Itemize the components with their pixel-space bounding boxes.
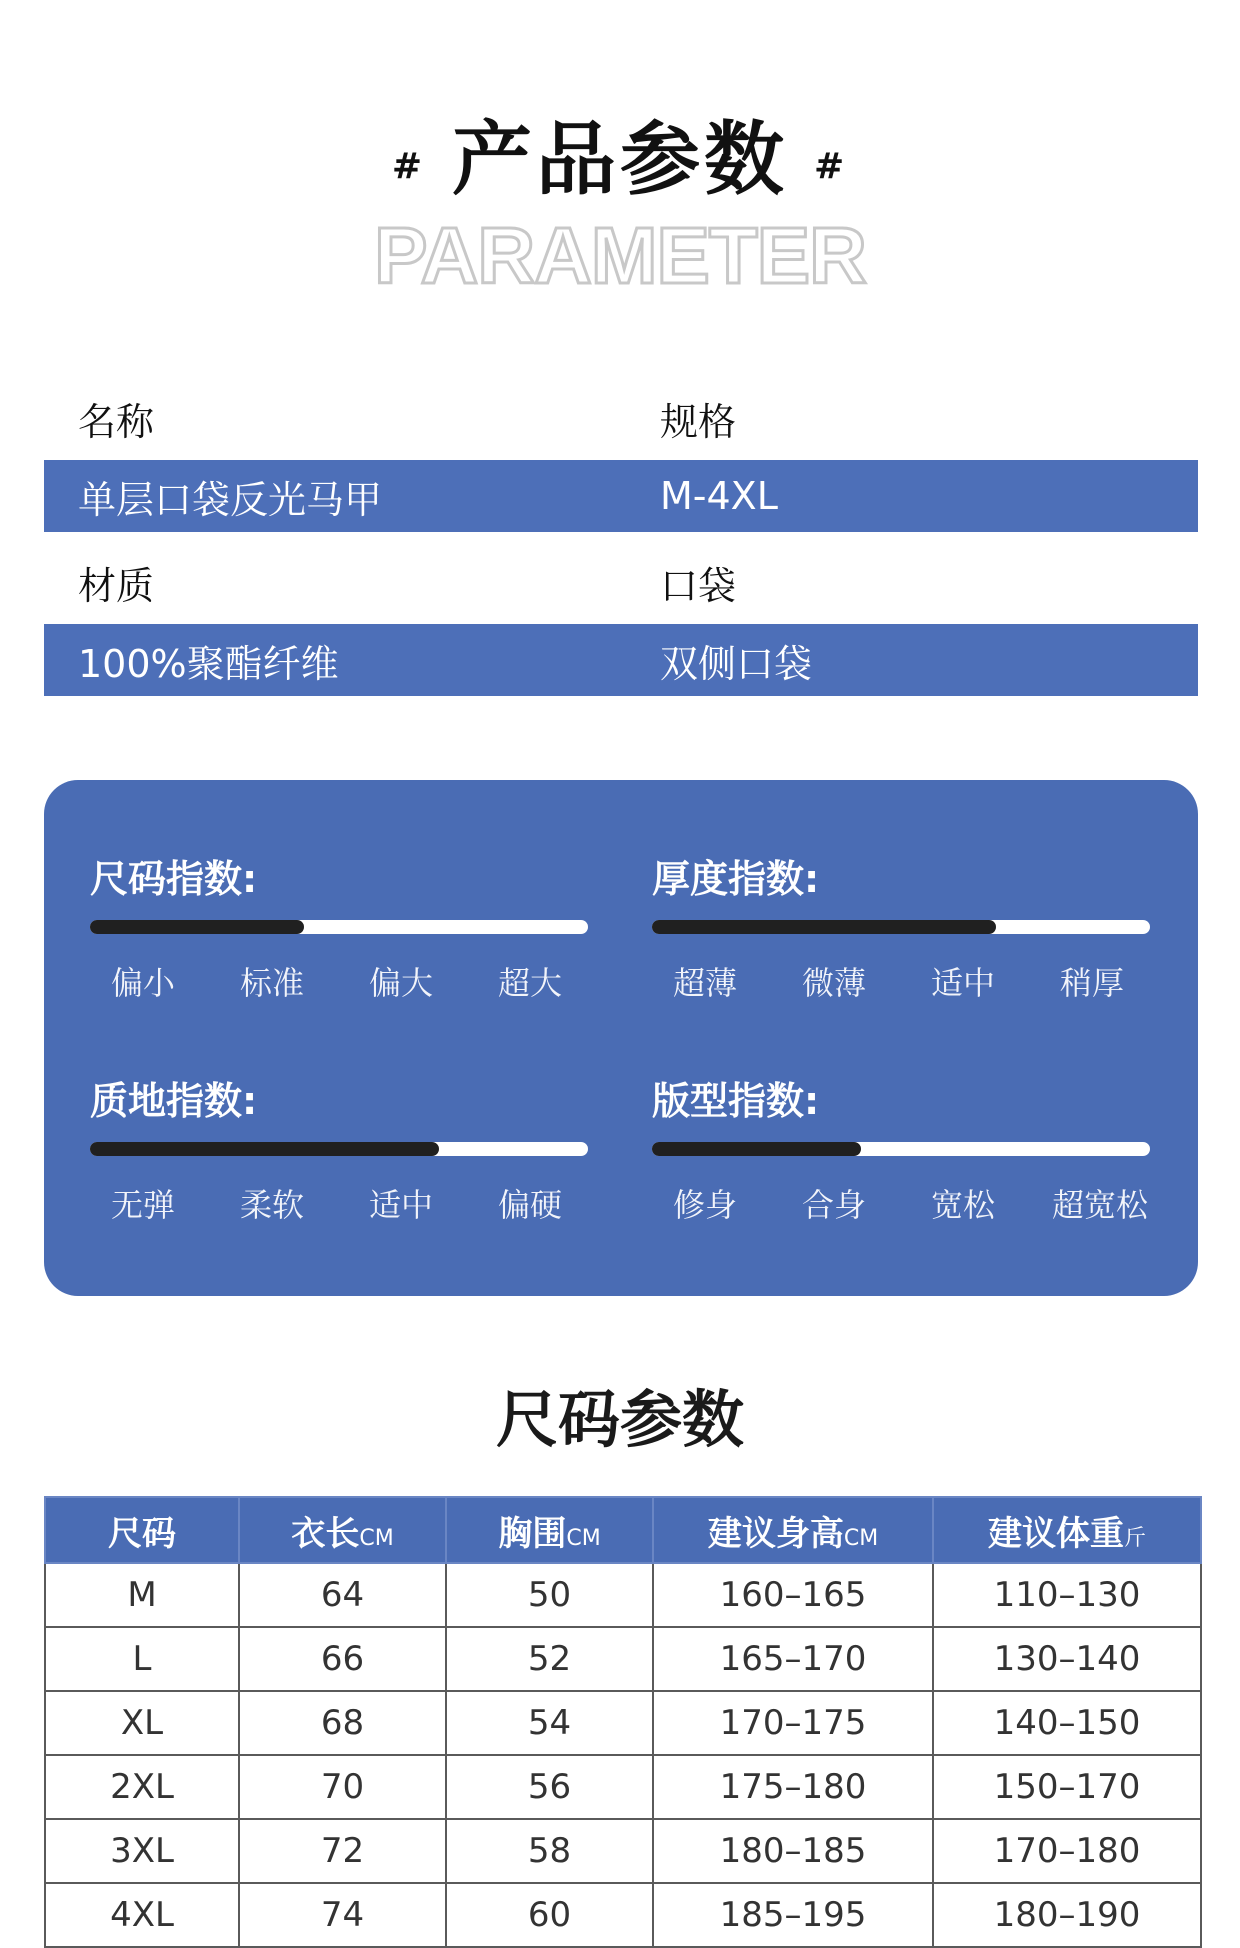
size-index-options: [90, 958, 590, 1002]
table-row: [45, 1691, 1201, 1755]
page-title-wrap: [392, 95, 848, 210]
table-row: [45, 1883, 1201, 1947]
fit-option: 修身: [672, 1186, 738, 1224]
thickness-option: 微薄: [801, 964, 867, 1002]
thickness-index-options: [652, 958, 1152, 1002]
page-header: [0, 95, 1240, 300]
texture-index-options: [90, 1180, 590, 1224]
cell-length: 72: [239, 1819, 446, 1883]
fit-index-track: [652, 1142, 1150, 1156]
cell-chest: 50: [446, 1563, 653, 1627]
info-row-values-2: [44, 624, 1198, 696]
cell-length: 70: [239, 1755, 446, 1819]
size-table-header: [45, 1497, 1201, 1563]
fit-option: 合身: [801, 1186, 867, 1224]
header-chest: 胸围CM: [446, 1497, 653, 1563]
size-index-fill: [90, 920, 304, 934]
size-index-track: [90, 920, 588, 934]
cell-size: 2XL: [45, 1755, 239, 1819]
cell-height: 180–185: [653, 1819, 933, 1883]
texture-option: 偏硬: [497, 1186, 563, 1224]
size-option: 标准: [239, 964, 305, 1002]
page-subtitle: PARAMETER: [374, 211, 866, 300]
cell-weight: 150–170: [933, 1755, 1201, 1819]
table-row: [45, 1563, 1201, 1627]
cell-size: XL: [45, 1691, 239, 1755]
label-name: 名称: [78, 399, 155, 444]
label-material: 材质: [78, 563, 155, 608]
hash-left: #: [391, 146, 426, 187]
fit-index-options: [652, 1180, 1152, 1224]
thickness-option: 超薄: [672, 964, 738, 1002]
cell-weight: 180–190: [933, 1883, 1201, 1947]
cell-chest: 58: [446, 1819, 653, 1883]
table-row: [45, 1819, 1201, 1883]
size-option: 偏小: [110, 964, 176, 1002]
size-index-label: 尺码指数:: [90, 857, 258, 901]
cell-length: 68: [239, 1691, 446, 1755]
header-weight: 建议体重斤: [933, 1497, 1201, 1563]
cell-size: 3XL: [45, 1819, 239, 1883]
cell-weight: 170–180: [933, 1819, 1201, 1883]
texture-index-track: [90, 1142, 588, 1156]
cell-chest: 60: [446, 1883, 653, 1947]
fit-option: 宽松: [930, 1186, 996, 1224]
size-option: 偏大: [368, 964, 434, 1002]
cell-weight: 140–150: [933, 1691, 1201, 1755]
size-table: [44, 1496, 1202, 1948]
cell-height: 160–165: [653, 1563, 933, 1627]
cell-size: L: [45, 1627, 239, 1691]
thickness-index-fill: [652, 920, 996, 934]
fit-index-label: 版型指数:: [652, 1079, 820, 1123]
value-pocket: 双侧口袋: [660, 641, 813, 686]
header-length: 衣长CM: [239, 1497, 446, 1563]
cell-height: 170–175: [653, 1691, 933, 1755]
thickness-index-label: 厚度指数:: [652, 857, 820, 901]
cell-height: 175–180: [653, 1755, 933, 1819]
thickness-index-track: [652, 920, 1150, 934]
value-name: 单层口袋反光马甲: [78, 477, 383, 522]
cell-chest: 56: [446, 1755, 653, 1819]
cell-chest: 54: [446, 1691, 653, 1755]
info-row-header-2: [44, 546, 1198, 618]
cell-length: 64: [239, 1563, 446, 1627]
size-section-title: 尺码参数: [495, 1383, 744, 1456]
texture-index-label: 质地指数:: [90, 1079, 258, 1123]
texture-index-fill: [90, 1142, 439, 1156]
texture-option: 柔软: [239, 1186, 305, 1224]
cell-size: M: [45, 1563, 239, 1627]
thickness-option: 适中: [930, 964, 996, 1002]
hash-right: #: [814, 146, 849, 187]
cell-length: 74: [239, 1883, 446, 1947]
thickness-option: 稍厚: [1059, 964, 1125, 1002]
index-panel: [44, 780, 1198, 1296]
header-size: 尺码: [45, 1497, 239, 1563]
cell-height: 165–170: [653, 1627, 933, 1691]
fit-option: 超宽松: [1051, 1186, 1149, 1224]
cell-weight: 130–140: [933, 1627, 1201, 1691]
texture-option: 适中: [368, 1186, 434, 1224]
info-row-header-1: [44, 382, 1198, 454]
page-title: 产品参数: [452, 113, 788, 206]
table-row: [45, 1755, 1201, 1819]
info-row-values-1: [44, 460, 1198, 532]
header-height: 建议身高CM: [653, 1497, 933, 1563]
label-spec: 规格: [660, 399, 737, 444]
label-pocket: 口袋: [660, 563, 737, 608]
table-row: [45, 1627, 1201, 1691]
texture-option: 无弹: [110, 1186, 176, 1224]
size-option: 超大: [497, 964, 563, 1002]
cell-length: 66: [239, 1627, 446, 1691]
value-material: 100%聚酯纤维: [78, 641, 339, 686]
fit-index-fill: [652, 1142, 861, 1156]
value-spec: M-4XL: [660, 474, 778, 518]
cell-chest: 52: [446, 1627, 653, 1691]
cell-weight: 110–130: [933, 1563, 1201, 1627]
cell-height: 185–195: [653, 1883, 933, 1947]
cell-size: 4XL: [45, 1883, 239, 1947]
